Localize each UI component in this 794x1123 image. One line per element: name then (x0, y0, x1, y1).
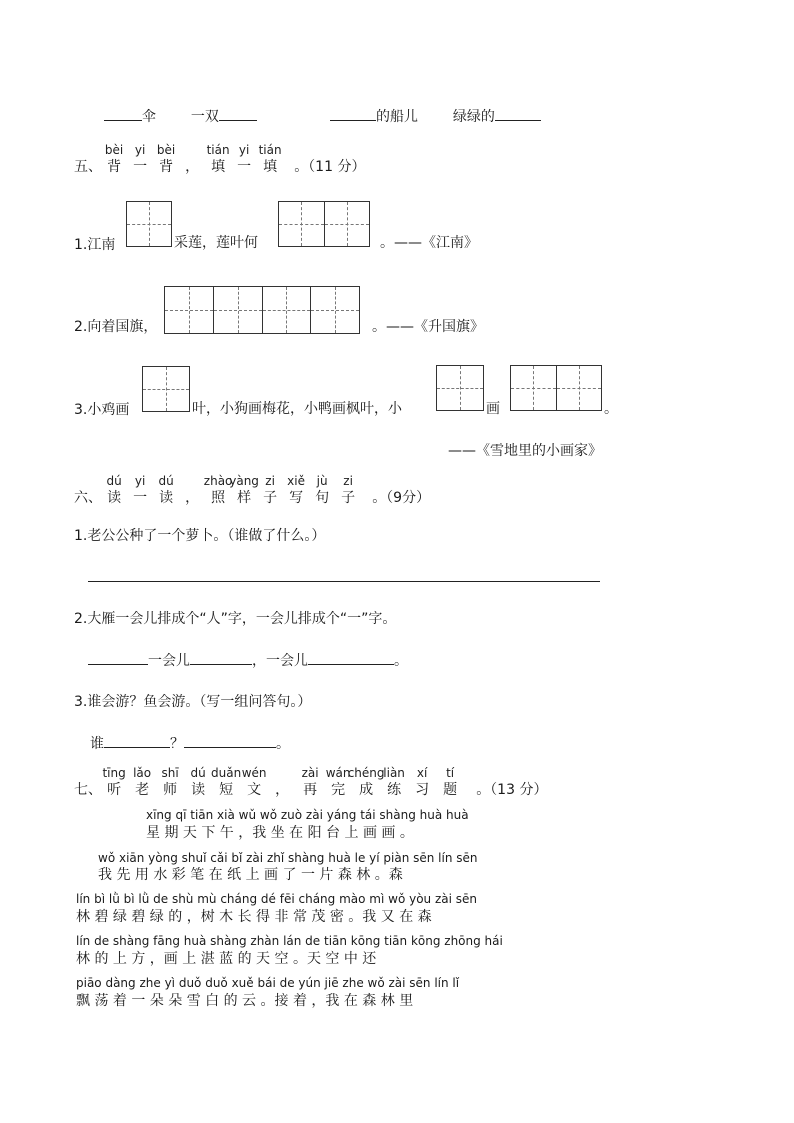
ruby-word (133, 474, 148, 507)
q6-3-text-c: 。 (276, 736, 290, 752)
q6-2-text-a: 一会儿 (148, 653, 190, 669)
hanzi: 读 (191, 782, 206, 798)
hanzi: 一 (237, 159, 252, 175)
hanzi: 老 (135, 782, 150, 798)
ruby-word (258, 143, 282, 176)
hanzi: ， (185, 159, 200, 175)
ruby-word (133, 143, 148, 176)
q6-2-text-b: ，一会儿 (252, 653, 308, 669)
pinyin: bèi (156, 143, 176, 157)
hanzi: 读 (107, 490, 122, 506)
section-7-title (102, 766, 471, 798)
q5-3-end: 。 (604, 401, 618, 417)
section-5-score: 。（11 分） (294, 159, 366, 175)
hanzi: 一 (133, 159, 148, 175)
ruby-word (185, 487, 199, 507)
q6-2-blank-1[interactable] (88, 650, 148, 665)
section-7-heading (74, 766, 548, 799)
q6-1-prompt: 1.老公公种了一个萝卜。（谁做了什么。） (74, 528, 326, 544)
section-6-title (106, 474, 367, 506)
ruby-word (161, 766, 179, 799)
pinyin: zi (343, 474, 353, 488)
passage-pinyin-4: lín de shàng fāng huà shàng zhàn lán de tiān kōng tiān kōng zhōng hái (76, 934, 503, 948)
q5-3-grid-a[interactable] (142, 366, 190, 412)
hanzi: 师 (163, 782, 178, 798)
ruby-word (315, 474, 330, 507)
hanzi: 读 (159, 490, 174, 506)
pinyin: xí (416, 766, 428, 780)
ruby-word (185, 156, 199, 176)
ruby-word (211, 766, 242, 799)
pinyin: duǎn (211, 766, 242, 780)
q5-1-source: 。——《江南》 (380, 235, 478, 251)
q6-2-prompt: 2.大雁一会儿排成个“人”字，一会儿排成个“一”字。 (74, 611, 397, 627)
hanzi: 再 (303, 782, 318, 798)
passage-pinyin-2: wǒ xiān yòng shuǐ cǎi bǐ zài zhǐ shàng huà le yí piàn sēn lín sēn (98, 851, 478, 865)
pinyin: yi (134, 474, 146, 488)
section-6-heading (74, 474, 431, 507)
pinyin: lǎo (133, 766, 152, 780)
passage-text-3: 林 碧 绿 碧 绿 的 ，树 木 长 得 非 常 茂 密 。我 又 在 森 (76, 909, 432, 925)
q6-2-blank-3[interactable] (308, 650, 394, 665)
q5-2-label: 2.向着国旗， (74, 319, 158, 335)
hanzi: 文 (247, 782, 262, 798)
blank-3[interactable] (330, 106, 376, 121)
pinyin: dú (190, 766, 206, 780)
q5-3-source: ——《雪地里的小画家》 (448, 443, 602, 459)
q5-3-label: 3.小鸡画 (74, 402, 130, 418)
pinyin: zhào (203, 474, 233, 488)
boat-text: 的船儿 (376, 109, 418, 125)
passage-text-5: 飘 荡 着 一 朵 朵 雪 白 的 云 。接 着 ，我 在 森 林 里 (76, 993, 414, 1009)
q5-1-middle: 采莲，莲叶何 (174, 235, 258, 251)
passage-text-2: 我 先 用 水 彩 笔 在 纸 上 画 了 一 片 森 林 。森 (98, 867, 403, 883)
ruby-word (156, 143, 176, 176)
ruby-word (325, 766, 351, 799)
hanzi: 写 (289, 490, 304, 506)
section-5-title (104, 143, 289, 175)
ruby-word (190, 766, 206, 799)
pinyin: yàng (229, 474, 259, 488)
ruby-word (443, 766, 458, 799)
pinyin: xiě (287, 474, 306, 488)
pinyin: zài (301, 766, 319, 780)
ruby-word (263, 474, 278, 507)
q5-2-grid[interactable] (164, 286, 360, 334)
pinyin: yi (238, 143, 250, 157)
q5-3-grid-b[interactable] (436, 365, 484, 411)
q5-2-source: 。——《升国旗》 (372, 319, 484, 335)
pinyin: tí (446, 766, 455, 780)
section-7-number: 七、 (74, 782, 102, 798)
q5-3-middle: 叶，小狗画梅花，小鸭画枫叶，小 (192, 401, 402, 417)
pinyin: tián (206, 143, 230, 157)
umbrella-text: 伞 (142, 109, 156, 125)
pair-text: 一双 (190, 109, 219, 125)
passage-pinyin-1: xīng qī tiān xià wǔ wǒ zuò zài yáng tái shàng huà huà (146, 808, 469, 822)
hanzi: 短 (219, 782, 234, 798)
section-6-score: 。（9分） (372, 490, 431, 506)
hanzi: 完 (331, 782, 346, 798)
hanzi: 听 (107, 782, 122, 798)
ruby-word (237, 143, 252, 176)
q6-3-blank-2[interactable] (184, 733, 276, 748)
ruby-word (206, 143, 230, 176)
ruby-word (102, 766, 126, 799)
pinyin: tián (258, 143, 282, 157)
hanzi: 填 (263, 159, 278, 175)
blank-1[interactable] (104, 106, 142, 121)
hanzi: 句 (315, 490, 330, 506)
section-7-score: 。（13 分） (476, 782, 548, 798)
ruby-word (241, 766, 267, 799)
pinyin: dú (106, 474, 122, 488)
pinyin: jù (316, 474, 328, 488)
q6-3-fill (90, 733, 290, 753)
pinyin: yi (134, 143, 146, 157)
green-text: 绿绿的 (452, 109, 495, 125)
hanzi: 子 (341, 490, 356, 506)
q6-3-prompt: 3.谁会游？鱼会游。（写一组问答句。） (74, 694, 312, 710)
ruby-word (347, 766, 385, 799)
ruby-word (301, 766, 319, 799)
hanzi: 背 (107, 159, 122, 175)
pinyin: shī (161, 766, 179, 780)
ruby-word (383, 766, 405, 799)
pinyin: wén (241, 766, 267, 780)
passage-pinyin-5: piāo dàng zhe yì duǒ duǒ xuě bái de yún jiē zhe wǒ zài sēn lín lǐ (76, 976, 460, 990)
hanzi: 练 (387, 782, 402, 798)
ruby-word (415, 766, 430, 799)
q5-3-paint: 画 (486, 401, 500, 417)
hanzi: 背 (159, 159, 174, 175)
ruby-word (341, 474, 356, 507)
passage-text-1: 星 期 天 下 午 ，我 坐 在 阳 台 上 画 画 。 (146, 825, 414, 841)
section-5-heading (74, 143, 366, 176)
q5-1-grid-a[interactable] (126, 201, 172, 247)
blank-2[interactable] (219, 106, 257, 121)
hanzi: 照 (211, 490, 226, 506)
ruby-word (158, 474, 174, 507)
passage-pinyin-3: lín bì lǜ bì lǜ de shù mù cháng dé fēi cháng mào mì wǒ yòu zài sēn (76, 892, 477, 906)
hanzi: 子 (263, 490, 278, 506)
q6-3-text-b: ？ (170, 736, 184, 752)
passage-text-4: 林 的 上 方 ，画 上 湛 蓝 的 天 空 。天 空 中 还 (76, 951, 377, 967)
top-fill-row-2 (330, 106, 541, 126)
ruby-word (106, 474, 122, 507)
ruby-word (203, 474, 233, 507)
q6-1-answer-line[interactable] (88, 581, 600, 582)
section-6-number: 六、 (74, 490, 102, 506)
pinyin: wán (325, 766, 351, 780)
hanzi: ， (185, 490, 200, 506)
q5-1-grid-b[interactable] (278, 201, 370, 247)
pinyin: zi (265, 474, 275, 488)
hanzi: 一 (133, 490, 148, 506)
pinyin: chéng (347, 766, 385, 780)
hanzi: 题 (443, 782, 458, 798)
q6-2-blank-2[interactable] (190, 650, 252, 665)
blank-4[interactable] (495, 106, 541, 121)
q5-1-label: 1.江南 (74, 237, 116, 253)
pinyin: dú (158, 474, 174, 488)
hanzi: 样 (237, 490, 252, 506)
pinyin: bèi (104, 143, 124, 157)
ruby-word (275, 779, 289, 799)
ruby-word (287, 474, 306, 507)
q6-3-text-a: 谁 (90, 736, 104, 752)
ruby-word (229, 474, 259, 507)
q5-3-grid-c[interactable] (510, 365, 602, 411)
pinyin: tīng (102, 766, 126, 780)
section-5-number: 五、 (74, 159, 102, 175)
ruby-word (133, 766, 152, 799)
q6-2-fill (88, 650, 408, 670)
hanzi: 填 (211, 159, 226, 175)
q6-2-text-c: 。 (394, 653, 408, 669)
ruby-word (104, 143, 124, 176)
hanzi: ， (275, 782, 290, 798)
hanzi: 成 (359, 782, 374, 798)
hanzi: 习 (415, 782, 430, 798)
top-fill-row (104, 106, 257, 126)
pinyin: liàn (383, 766, 405, 780)
q6-3-blank-1[interactable] (104, 733, 170, 748)
